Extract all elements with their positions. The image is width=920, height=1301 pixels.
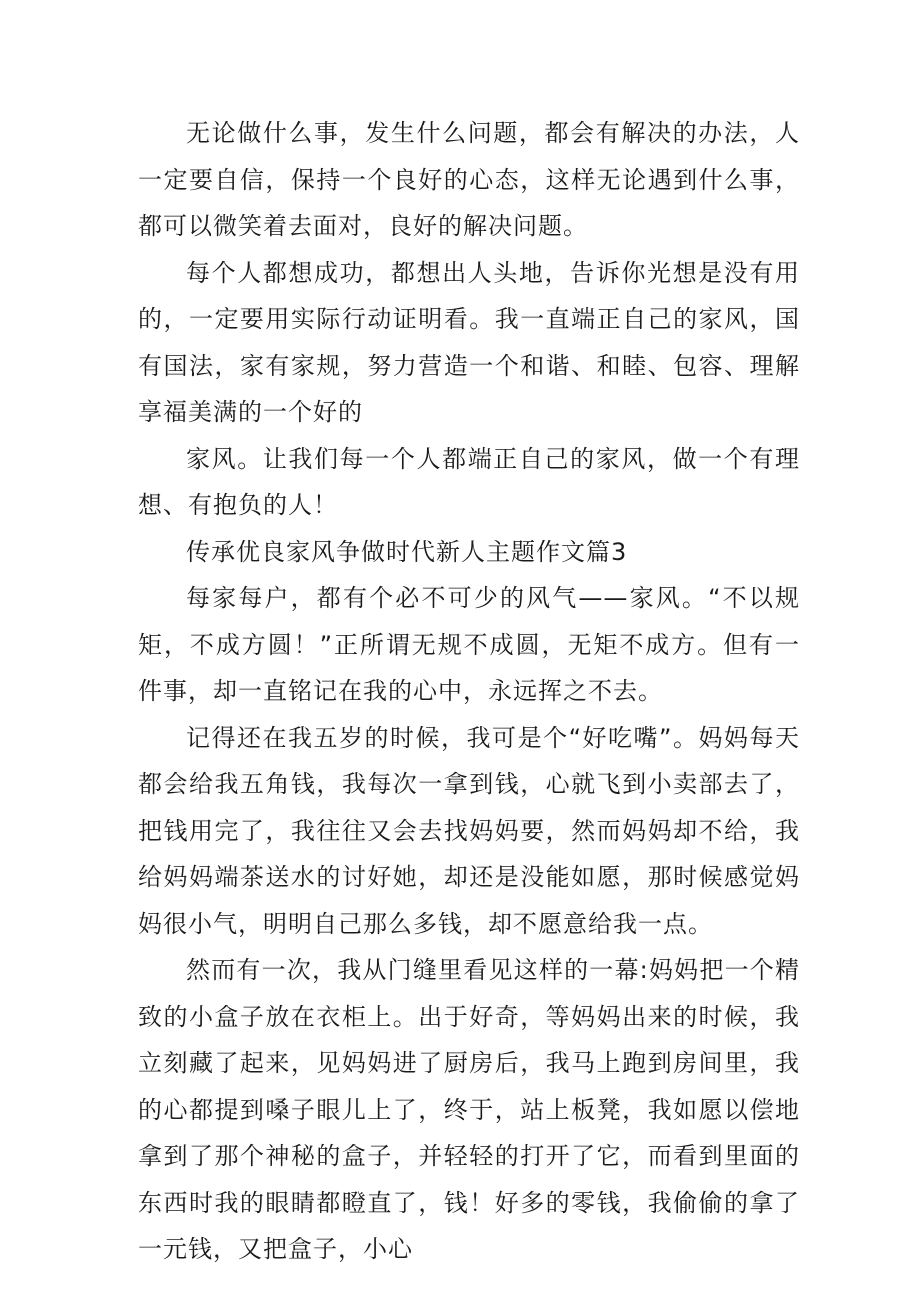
paragraph-3: 家风。让我们每一个人都端正自己的家风，做一个有理想、有抱负的人！ (138, 444, 800, 519)
paragraph-4: 每家每户，都有个必不可少的风气——家风。“不以规矩，不成方圆！”正所谓无规不成圆，无矩不成方。但有一件事，却一直铭记在我的心中，永远挥之不去。 (138, 584, 800, 705)
paragraph-1: 无论做什么事，发生什么问题，都会有解决的办法，人一定要自信，保持一个良好的心态，这样无论遇到什么事，都可以微笑着去面对，良好的解决问题。 (138, 119, 800, 240)
paragraph-2: 每个人都想成功，都想出人头地，告诉你光想是没有用的，一定要用实际行动证明看。我一直端正自己的家风，国有国法，家有家规，努力营造一个和谐、和睦、包容、理解享福美满的一个好的 (138, 258, 800, 426)
paragraph-6: 然而有一次，我从门缝里看见这样的一幕:妈妈把一个精致的小盒子放在衣柜上。出于好奇，等妈妈出来的时候，我立刻藏了起来，见妈妈进了厨房后，我马上跑到房间里，我的心都提到嗓子眼儿上了，终于，站上板凳，我如愿以偿地拿到了那个神秘的盒子，并轻轻的打开了它，而看到里面的东西时我的眼睛都瞪直了，钱！好多的零钱，我偷偷的拿了一元钱，又把盒子，小心 (138, 956, 800, 1263)
paragraph-5: 记得还在我五岁的时候，我可是个“好吃嘴”。妈妈每天都会给我五角钱，我每次一拿到钱，心就飞到小卖部去了，把钱用完了，我往往又会去找妈妈要，然而妈妈却不给，我给妈妈端茶送水的讨好她，却还是没能如愿，那时候感觉妈妈很小气，明明自己那么多钱，却不愿意给我一点。 (138, 723, 800, 938)
document-body (138, 110, 800, 1273)
section-heading: 传承优良家风争做时代新人主题作文篇3 (186, 537, 628, 566)
